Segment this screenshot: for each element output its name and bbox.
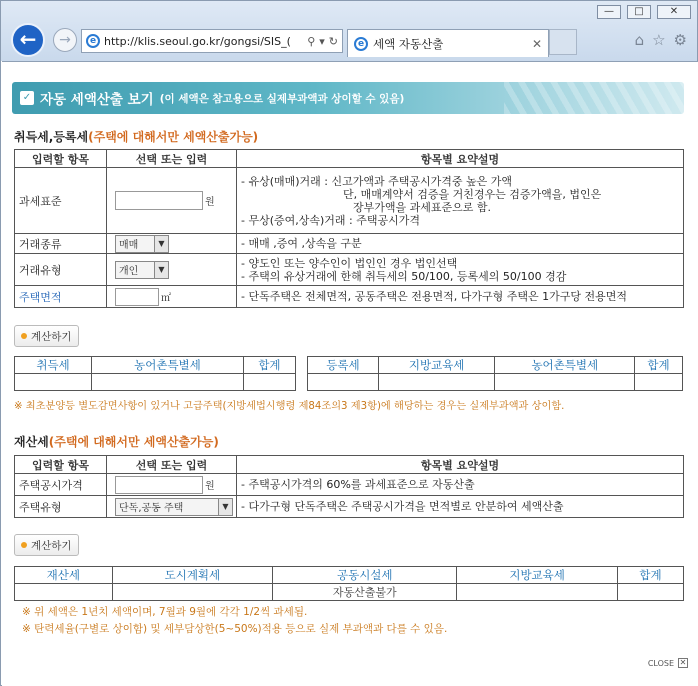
banner-check-icon: ✓ <box>20 91 34 105</box>
close-link[interactable] <box>648 658 688 668</box>
won-unit: 원 <box>205 197 215 208</box>
row-label-area: 주택면적 <box>15 286 107 308</box>
row-label-type: 거래유형 <box>15 254 107 286</box>
col-header-item: 입력할 항목 <box>15 456 107 474</box>
row-label-kind: 거래종류 <box>15 234 107 254</box>
page-content <box>2 61 698 686</box>
base-desc-line: 장부가액을 과세표준으로 함. <box>353 200 492 214</box>
result-cell <box>457 584 618 601</box>
bullet-icon <box>21 333 27 339</box>
col-header-desc: 항목별 요약설명 <box>237 150 684 168</box>
dropdown-chevron-icon[interactable]: ▾ <box>319 34 325 48</box>
browser-chrome <box>1 1 697 61</box>
row-label-htype: 주택유형 <box>15 496 107 518</box>
result-auto-unavailable: 자동산출불가 <box>273 584 457 601</box>
house-type-value: 단독,공동 주택 <box>119 503 184 514</box>
prop-calculate-label: 계산하기 <box>31 539 72 552</box>
result-cell <box>243 374 295 391</box>
result-header-city-tax: 도시계획세 <box>112 567 273 584</box>
result-header-acq-tax: 취득세 <box>15 357 92 374</box>
acq-title-highlight: (주택에 대해서만 세액산출가능) <box>88 130 259 144</box>
trade-kind-value: 매매 <box>119 240 139 251</box>
acq-calculate-label: 계산하기 <box>31 330 72 343</box>
area-input-cell <box>107 286 237 308</box>
result-header-total: 합계 <box>635 357 683 374</box>
refresh-icon[interactable]: ↻ <box>328 34 338 48</box>
page-banner <box>12 82 684 114</box>
result-cell <box>92 374 244 391</box>
window-controls <box>597 5 691 19</box>
prop-title-main: 재산세 <box>14 435 49 449</box>
result-cell <box>15 584 113 601</box>
type-desc <box>237 254 684 286</box>
prop-note-2: ※ 탄력세율(구별로 상이함) 및 세부담상한(5~50%)적용 등으로 실제 부과액과 다를 수 있음. <box>22 623 448 635</box>
result-header-total: 합계 <box>243 357 295 374</box>
kind-select-cell <box>107 234 237 254</box>
banner-decoration <box>504 82 684 114</box>
base-desc <box>237 168 684 234</box>
acq-title-main: 취득세,등록세 <box>14 130 89 144</box>
type-select-cell <box>107 254 237 286</box>
house-type-select[interactable] <box>115 498 233 516</box>
chevron-down-icon: ▼ <box>154 262 168 278</box>
tab-title: 세액 자동산출 <box>373 36 444 51</box>
browser-tab[interactable] <box>347 29 549 57</box>
sqm-unit: ㎡ <box>161 293 171 304</box>
forward-button[interactable]: → <box>53 28 77 52</box>
ie-page-icon: e <box>86 34 100 48</box>
result-header-facility-tax: 공동시설세 <box>273 567 457 584</box>
col-header-input: 선택 또는 입력 <box>107 150 237 168</box>
base-input-cell <box>107 168 237 234</box>
acq-input-table <box>14 149 684 308</box>
base-desc-line: 단, 매매계약서 검증을 거친경우는 검증가액을, 법인은 <box>343 187 602 201</box>
result-header-reg-tax: 등록세 <box>308 357 379 374</box>
close-window-button[interactable]: ✕ <box>657 5 691 19</box>
row-label-base: 과세표준 <box>15 168 107 234</box>
favorites-star-icon[interactable]: ☆ <box>652 31 666 49</box>
result-cell <box>495 374 635 391</box>
result-header-edu-tax: 지방교육세 <box>457 567 618 584</box>
result-header-rural-tax: 농어촌특별세 <box>92 357 244 374</box>
search-icon[interactable]: ⚲ <box>307 34 316 48</box>
prop-note-1: ※ 위 세액은 1년치 세액이며, 7월과 9월에 각각 1/2씩 과세됨. <box>22 606 308 618</box>
tab-ie-icon: e <box>354 37 368 51</box>
maximize-button[interactable]: □ <box>627 5 651 19</box>
acq-result-table-left <box>14 356 296 391</box>
prop-result-table <box>14 566 684 601</box>
won-unit: 원 <box>205 481 215 492</box>
result-header-edu-tax: 지방교육세 <box>378 357 495 374</box>
result-cell <box>15 374 92 391</box>
col-header-desc: 항목별 요약설명 <box>237 456 684 474</box>
kind-desc: - 매매 ,증여 ,상속을 구분 <box>237 234 684 254</box>
area-desc: - 단독주택은 전체면적, 공동주택은 전용면적, 다가구형 주택은 1가구당 전용면적 <box>237 286 684 308</box>
trade-type-value: 개인 <box>119 266 139 277</box>
chevron-down-icon: ▼ <box>218 499 232 515</box>
result-cell <box>378 374 495 391</box>
house-area-input[interactable] <box>115 288 159 306</box>
chevron-down-icon: ▼ <box>154 236 168 252</box>
price-desc: - 주택공시가격의 60%를 과세표준으로 자동산출 <box>237 474 684 496</box>
acq-result-table-right <box>307 356 683 391</box>
settings-gear-icon[interactable]: ⚙ <box>673 31 687 49</box>
browser-toolbar-icons <box>635 31 687 49</box>
result-cell <box>635 374 683 391</box>
base-desc-line: - 무상(증여,상속)거래 : 주택공시가격 <box>241 213 421 227</box>
acq-section-title <box>14 128 258 145</box>
trade-kind-select[interactable] <box>115 235 169 253</box>
new-tab-button[interactable] <box>549 29 577 55</box>
back-button[interactable]: ← <box>11 23 45 57</box>
type-desc-line: - 주택의 유상거래에 한해 취득세의 50/100, 등록세의 50/100 경감 <box>241 269 567 283</box>
acq-calculate-button[interactable] <box>14 325 79 347</box>
result-cell <box>617 584 683 601</box>
type-desc-line: - 양도인 또는 양수인이 법인인 경우 법인선택 <box>241 256 458 270</box>
result-header-rural-tax: 농어촌특별세 <box>495 357 635 374</box>
tab-close-icon[interactable]: ✕ <box>531 36 542 51</box>
prop-title-highlight: (주택에 대해서만 세액산출가능) <box>48 435 219 449</box>
base-desc-line: - 유상(매매)거래 : 신고가액과 주택공시가격중 높은 가액 <box>241 174 513 188</box>
result-header-prop-tax: 재산세 <box>15 567 113 584</box>
row-label-price: 주택공시가격 <box>15 474 107 496</box>
price-input-cell <box>107 474 237 496</box>
prop-calculate-button[interactable] <box>14 534 79 556</box>
acq-note: ※ 최초분양등 별도감면사항이 있거나 고급주택(지방세법시행령 제84조의3 제3항)에 해당하는 경우는 실제부과액과 상이함. <box>14 401 565 412</box>
prop-section-title <box>14 433 219 450</box>
tax-base-input[interactable] <box>115 191 203 210</box>
address-url[interactable]: http://klis.seoul.go.kr/gongsi/SIS_( <box>104 34 291 48</box>
result-header-total: 합계 <box>617 567 683 584</box>
col-header-item: 입력할 항목 <box>15 150 107 168</box>
result-cell <box>112 584 273 601</box>
home-icon[interactable]: ⌂ <box>634 31 645 49</box>
trade-type-select[interactable] <box>115 261 169 279</box>
house-price-input[interactable] <box>115 476 203 494</box>
banner-subtitle: (이 세액은 참고용으로 실제부과액과 상이할 수 있음) <box>159 92 405 105</box>
close-label: CLOSE <box>647 658 674 668</box>
minimize-button[interactable]: — <box>597 5 621 19</box>
banner-title: 자동 세액산출 보기 <box>40 92 154 108</box>
prop-input-table <box>14 455 684 518</box>
htype-select-cell <box>107 496 237 518</box>
col-header-input: 선택 또는 입력 <box>107 456 237 474</box>
htype-desc: - 다가구형 단독주택은 주택공시가격을 면적별로 안분하여 세액산출 <box>237 496 684 518</box>
result-cell <box>308 374 379 391</box>
bullet-icon <box>21 542 27 548</box>
address-bar[interactable] <box>81 29 343 53</box>
close-icon: ✕ <box>679 658 687 667</box>
